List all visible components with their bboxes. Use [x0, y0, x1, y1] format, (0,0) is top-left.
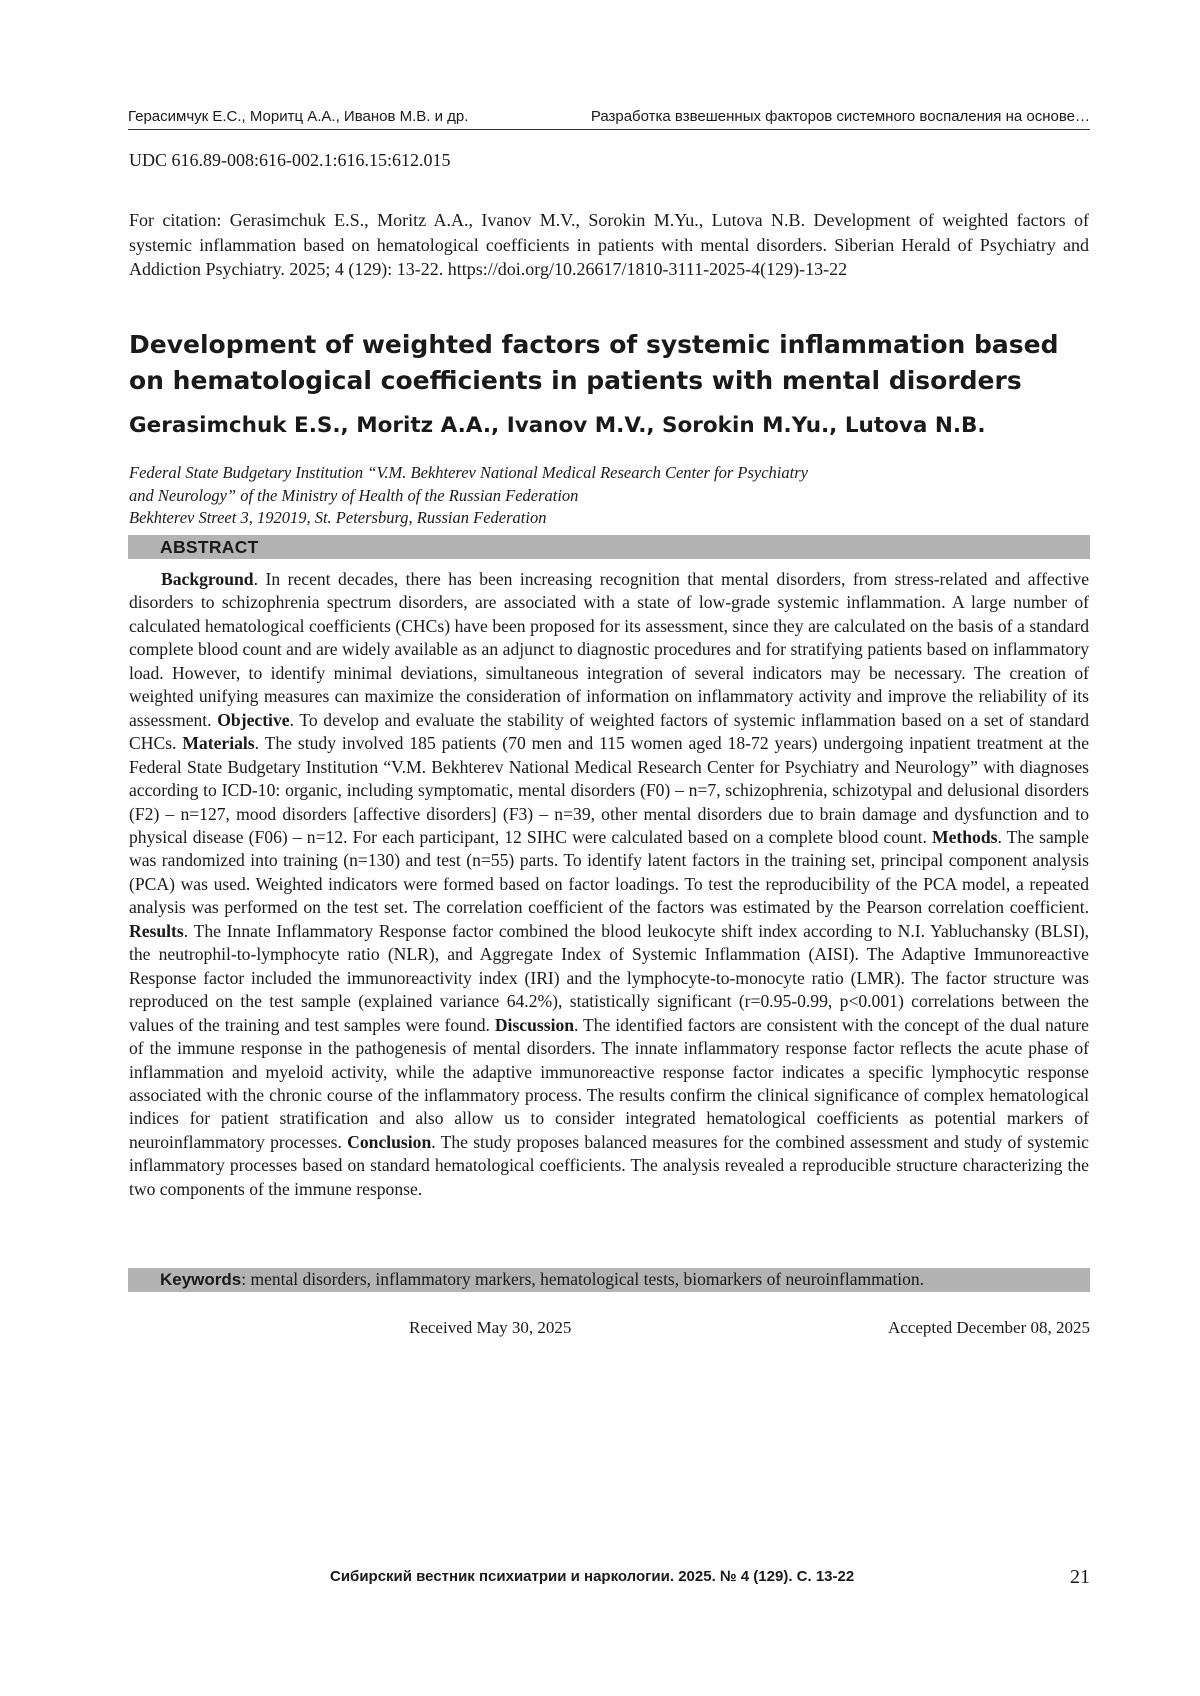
- abstract-label-discussion: Discussion: [494, 1014, 575, 1035]
- abstract-results: . The Innate Inflammatory Response factor combined the blood leukocyte shift index according to N.I. Yabluchansky (BLSI), the neutrophil-to-lymphocyte ratio (NLR), and Aggregate Index of Systemic Inflammation (AISI). The Adaptive Immunoreactive Response factor included the immunoreactivity index (IRI) and the lymphocyte-to-monocyte ratio (LMR). The factor structure was reproduced on the test sample (explained variance 64.2%), statistically significant (r=0.95-0.99, p<0.001) correlations between the values of the training and test samples were found.: [129, 920, 1089, 1035]
- abstract-label-objective: Objective: [217, 709, 290, 730]
- received-date: Received May 30, 2025: [409, 1318, 572, 1337]
- abstract-conclusion: . The study proposes balanced measures for the combined assessment and study of systemic inflammatory processes based on standard hematological coefficients. The analysis revealed a reproducible structure characterizing the two components of the immune response.: [129, 1131, 1089, 1199]
- accepted-date: Accepted December 08, 2025: [887, 1318, 1090, 1337]
- udc-code: UDC 616.89-008:616-002.1:616.15:612.015: [129, 150, 451, 170]
- affiliation-line: and Neurology” of the Ministry of Health of the Russian Federation: [129, 485, 579, 505]
- citation: For citation: Gerasimchuk E.S., Moritz A.A., Ivanov M.V., Sorokin M.Yu., Lutova N.B. Development of weighted factors of systemic inflammation based on hematological coefficients in patients with mental disorders. Siberian Herald of Psychiatry and Addiction Psychiatry. 2025; 4 (129): 13-22. https://doi.org/10.26617/1810-3111-2025-4(129)-13-22: [129, 210, 1089, 279]
- abstract-label-background: Background: [161, 569, 254, 589]
- abstract-materials: . The study involved 185 patients (70 men and 115 women aged 18-72 years) undergoing inpatient treatment at the Federal State Budgetary Institution “V.M. Bekhterev National Medical Research Center for Psychiatry and Neurology” with diagnoses according to ICD-10: organic, including symptomatic, mental disorders (F0) – n=7, schizophrenia, schizotypal and delusional disorders (F2) – n=127, mood disorders [affective disorders] (F3) – n=39, other mental disorders due to brain damage and dysfunction and to physical disease (F06) – n=12. For each participant, 12 SIHC were calculated based on a complete blood count.: [129, 733, 1089, 847]
- running-header-title: Разработка взвешенных факторов системного воспаления на основе…: [590, 108, 1090, 125]
- page-number: 21: [1070, 1566, 1090, 1588]
- abstract-objective: . To develop and evaluate the stability of weighted factors of systemic inflammation based on a set of standard CHCs.: [129, 709, 1089, 754]
- affiliation-address: Bekhterev Street 3, 192019, St. Petersburg, Russian Federation: [129, 508, 547, 527]
- keywords-label: Keywords: [160, 1270, 242, 1289]
- keywords: [160, 1269, 1080, 1290]
- article-authors: Gerasimchuk E.S., Moritz A.A., Ivanov M.V., Sorokin M.Yu., Lutova N.B.: [129, 413, 986, 438]
- abstract-body: [129, 568, 1089, 1201]
- abstract-label-methods: Methods: [931, 826, 998, 847]
- abstract-heading-bar: [128, 535, 1090, 559]
- journal-footer: Сибирский вестник психиатрии и наркологии. 2025. № 4 (129). С. 13-22: [330, 1568, 855, 1585]
- affiliation: [129, 462, 989, 530]
- running-header-authors: Герасимчук Е.С., Моритц А.А., Иванов М.В. и др.: [128, 108, 469, 125]
- abstract-discussion: . The identified factors are consistent with the concept of the dual nature of the immune response in the pathogenesis of mental disorders. The innate inflammatory response factor reflects the acute phase of inflammation and myeloid activity, while the adaptive immunoreactive response factor indicates a specific lymphocytic response associated with the chronic course of the inflammatory process. The results confirm the clinical significance of complex hematological indices for patient stratification and also allow us to consider integrated hematological coefficients as potential markers of neuroinflammatory processes.: [129, 1014, 1089, 1152]
- abstract-heading: ABSTRACT: [160, 537, 259, 557]
- running-header: [128, 108, 1090, 130]
- abstract-label-conclusion: Conclusion: [347, 1131, 432, 1152]
- abstract-label-results: Results: [129, 920, 184, 941]
- affiliation-line: Federal State Budgetary Institution “V.M. Bekhterev National Medical Research Center for Psychiatry: [129, 463, 808, 482]
- article-title: Development of weighted factors of systemic inflammation based on hematological coefficients in patients with mental disorders: [129, 330, 1059, 395]
- abstract-methods: . The sample was randomized into training (n=130) and test (n=55) parts. To identify latent factors in the training set, principal component analysis (PCA) was used. Weighted indicators were formed based on factor loadings. To test the reproducibility of the PCA model, a repeated analysis was performed on the test set. The correlation coefficient of the factors was estimated by the Pearson correlation coefficient.: [129, 826, 1089, 918]
- abstract-background: . In recent decades, there has been increasing recognition that mental disorders, from stress-related and affective disorders to schizophrenia spectrum disorders, are associated with a state of low-grade systemic inflammation. A large number of calculated hematological coefficients (CHCs) have been proposed for its assessment, since they are calculated on the basis of a standard complete blood count and are widely available as an adjunct to diagnostic procedures and for stratifying patients based on inflammatory load. However, to identify minimal deviations, simultaneous integration of several indicators may be necessary. The creation of weighted unifying measures can maximize the consideration of information on inflammatory activity and improve the reliability of its assessment.: [129, 569, 1089, 730]
- keywords-list: : mental disorders, inflammatory markers, hematological tests, biomarkers of neuroinflammation.: [241, 1269, 925, 1289]
- abstract-label-materials: Materials: [182, 733, 255, 754]
